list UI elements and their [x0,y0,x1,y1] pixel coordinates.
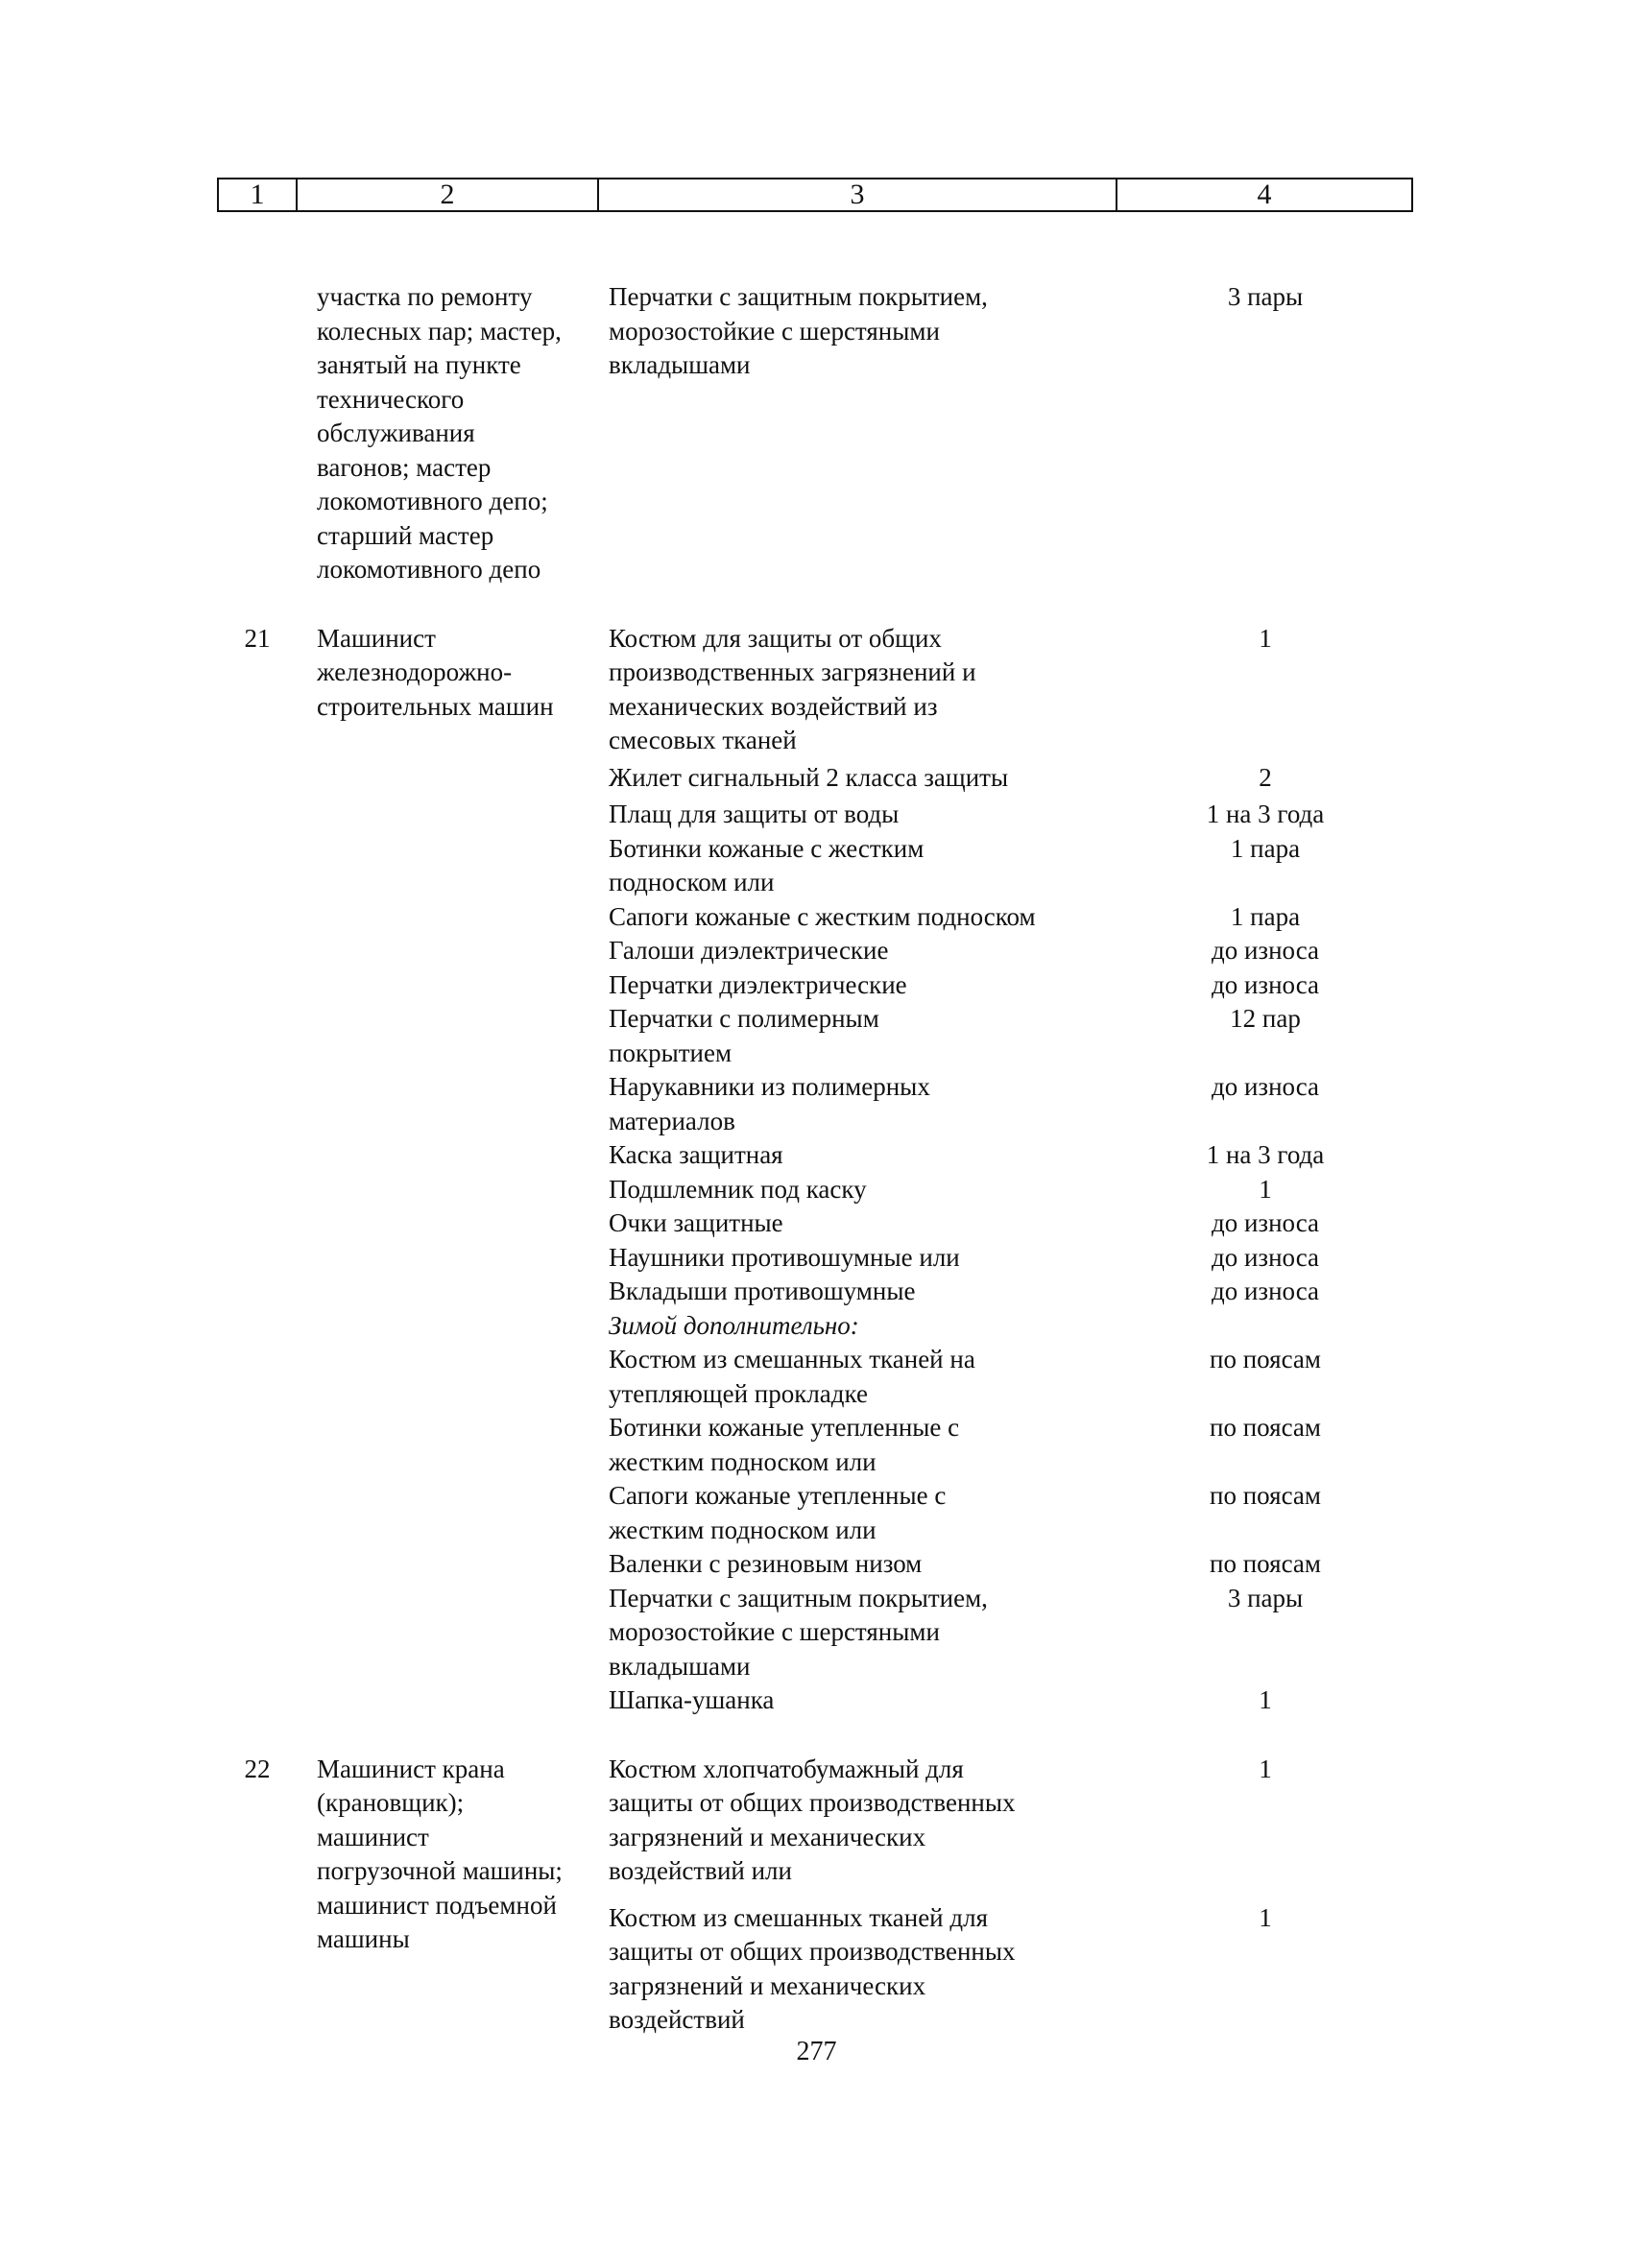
entry-number: 21 [244,623,271,653]
equipment-name: Костюм из смешанных тканей для защиты от общих производственных загрязнений и механических воздействий [609,1902,1016,2034]
equipment-name: Каска защитная [609,1140,783,1169]
equipment-quantity: до износа [1211,1277,1320,1305]
equipment-name: Перчатки с полимерным покрытием [609,1004,879,1067]
equipment-name: Жилет сигнальный 2 класса защиты [609,762,1009,792]
equipment-row [599,900,1413,935]
equipment-list [599,1753,1413,2038]
equipment-name: Очки защитные [609,1208,783,1237]
equipment-quantity: до износа [1211,969,1320,999]
equipment-name: Вкладыши противошумные [609,1277,916,1305]
equipment-name: Нарукавники из полимерных материалов [609,1072,930,1135]
equipment-quantity: 3 пары [1227,282,1304,311]
profession-name: Машинист железнодорожно- строительных машин [317,623,554,721]
equipment-name: Наушники противошумные или [609,1242,960,1272]
column-header-4: 4 [1117,178,1413,212]
equipment-name: Сапоги кожаные утепленные с жестким подноском или [609,1481,947,1544]
entry-number: 22 [244,1754,271,1783]
equipment-quantity: 3 пары [1227,1583,1304,1612]
equipment-name: Сапоги кожаные с жестким подноском [609,901,1036,931]
equipment-quantity: до износа [1211,1242,1320,1272]
equipment-row [599,1683,1413,1718]
equipment-list [599,622,1413,1718]
column-header-2: 2 [298,178,599,212]
equipment-quantity: по поясам [1210,1413,1321,1442]
equipment-name: Перчатки с защитным покрытием, морозостойкие с шерстяными вкладышами [609,1583,988,1681]
equipment-row [599,1173,1413,1207]
section-note: Зимой дополнительно: [609,1310,859,1340]
equipment-quantity: 1 [1259,1685,1272,1714]
equipment-row [599,1138,1413,1173]
equipment-quantity: 1 [1259,1754,1272,1783]
equipment-quantity: до износа [1211,1208,1320,1237]
equipment-row [599,1547,1413,1582]
column-header-3: 3 [599,178,1117,212]
equipment-row [599,622,1413,758]
equipment-name: Костюм из смешанных тканей на утепляющей прокладке [609,1345,975,1408]
equipment-row [599,1411,1413,1479]
equipment-quantity: 1 пара [1230,833,1301,863]
equipment-row [599,1309,1413,1344]
equipment-quantity: до износа [1211,1072,1320,1101]
equipment-row [599,1206,1413,1241]
equipment-quantity: 1 [1259,623,1272,653]
equipment-row [599,761,1413,796]
equipment-name: Костюм хлопчатобумажный для защиты от общих производственных загрязнений и механических воздействий или [609,1754,1016,1885]
equipment-quantity: 2 [1259,762,1272,792]
equipment-name: Перчатки диэлектрические [609,969,907,999]
equipment-row [599,832,1413,900]
equipment-name: Перчатки с защитным покрытием, морозостойкие с шерстяными вкладышами [609,282,988,379]
equipment-quantity: 1 на 3 года [1206,800,1325,828]
equipment-row [599,934,1413,968]
equipment-row [599,1241,1413,1276]
equipment-quantity: по поясам [1210,1481,1321,1510]
equipment-name: Ботинки кожаные утепленные с жестким подноском или [609,1413,960,1476]
equipment-row [599,1582,1413,1684]
equipment-quantity: 1 на 3 года [1206,1140,1325,1169]
equipment-name: Плащ для защиты от воды [609,800,900,828]
equipment-row [599,1070,1413,1138]
equipment-row [599,1479,1413,1547]
equipment-name: Галоши диэлектрические [609,936,889,965]
equipment-quantity: до износа [1211,936,1320,965]
entry-number [217,280,298,587]
equipment-row [599,1343,1413,1411]
equipment-quantity [1117,1309,1413,1344]
column-header-row [217,178,1413,212]
equipment-quantity: 1 пара [1230,901,1301,931]
equipment-quantity: 12 пар [1230,1004,1301,1033]
equipment-quantity: 1 [1259,1902,1272,1932]
table-entry [217,1753,1413,2038]
equipment-quantity: по поясам [1210,1549,1321,1578]
equipment-row [599,968,1413,1003]
equipment-row [599,798,1413,832]
equipment-name: Костюм для защиты от общих производственных загрязнений и механических воздействий из смесовых тканей [609,623,976,754]
equipment-name: Валенки с резиновым низом [609,1549,923,1578]
equipment-row [599,1275,1413,1309]
table-body [217,246,1413,2038]
table-entry [217,280,1413,587]
equipment-name: Подшлемник под каску [609,1174,867,1204]
column-header-1: 1 [217,178,298,212]
equipment-quantity: 1 [1259,1174,1272,1204]
equipment-row [599,280,1413,383]
table-entry [217,622,1413,1718]
equipment-row [599,1901,1413,2038]
equipment-row [599,1753,1413,1889]
page-number: 277 [796,2037,837,2066]
equipment-name: Шапка-ушанка [609,1685,775,1714]
equipment-list [599,280,1413,587]
profession-name: участка по ремонту колесных пар; мастер, занятый на пункте технического обслуживания вагонов; мастер локомотивного депо; старший мастер локомотивного депо [317,282,562,584]
equipment-quantity: по поясам [1210,1345,1321,1373]
profession-name: Машинист крана (крановщик); машинист погрузочной машины; машинист подъемной машины [317,1754,563,1953]
equipment-row [599,1002,1413,1070]
equipment-name: Ботинки кожаные с жестким подноском или [609,833,925,896]
